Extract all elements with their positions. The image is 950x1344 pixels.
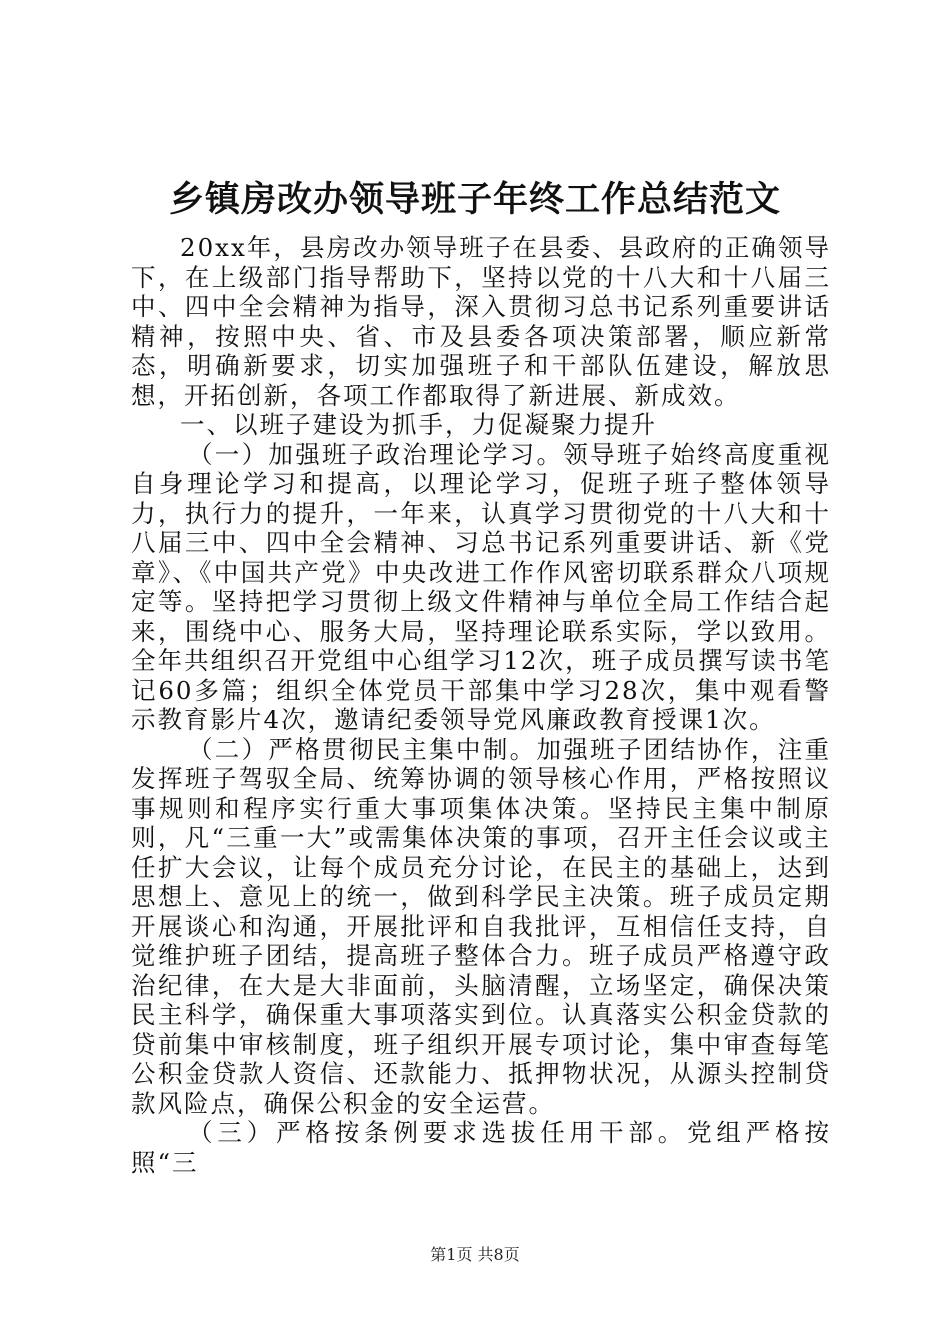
paragraph-item-3: （三）严格按条例要求选拔任用干部。党组严格按照“三 <box>131 1118 831 1177</box>
paragraph-item-1: （一）加强班子政治理论学习。领导班子始终高度重视自身理论学习和提高，以理论学习，促班子班子整体领导力，执行力的提升，一年来，认真学习贯彻党的十八大和十八届三中、四中全会精神、习总书记系列重要讲话、新《党章》、《中国共产党》中央改进工作作风密切联系群众八项规定等。坚持把学习贯彻上级文件精神与单位全局工作结合起来，围绕中心、服务大局，坚持理论联系实际，学以致用。全年共组织召开党组中心组学习12次，班子成员撰写读书笔记60多篇；组织全体党员干部集中学习28次，集中观看警示教育影片4次，邀请纪委领导党风廉政教育授课1次。 <box>131 439 831 734</box>
document-title: 乡镇房改办领导班子年终工作总结范文 <box>168 179 781 220</box>
paragraph-intro: 20xx年，县房改办领导班子在县委、县政府的正确领导下，在上级部门指导帮助下，坚持以党的十八大和十八届三中、四中全会精神为指导，深入贯彻习总书记系列重要讲话精神，按照中央、省、市及县委各项决策部署，顺应新常态，明确新要求，切实加强班子和干部队伍建设，解放思想，开拓创新，各项工作都取得了新进展、新成效。 <box>131 233 831 410</box>
paragraph-item-2: （二）严格贯彻民主集中制。加强班子团结协作，注重发挥班子驾驭全局、统筹协调的领导核心作用，严格按照议事规则和程序实行重大事项集体决策。坚持民主集中制原则，凡“三重一大”或需集体决策的事项，召开主任会议或主任扩大会议，让每个成员充分讨论，在民主的基础上，达到思想上、意见上的统一，做到科学民主决策。班子成员定期开展谈心和沟通，开展批评和自我批评，互相信任支持，自觉维护班子团结，提高班子整体合力。班子成员严格遵守政治纪律，在大是大非面前，头脑清醒，立场坚定，确保决策民主科学，确保重大事项落实到位。认真落实公积金贷款的贷前集中审核制度，班子组织开展专项讨论，集中审查每笔公积金贷款人资信、还款能力、抵押物状况，从源头控制贷款风险点，确保公积金的安全运营。 <box>131 734 831 1118</box>
document-body <box>131 233 831 1177</box>
section-heading-1: 一、以班子建设为抓手，力促凝聚力提升 <box>180 410 657 439</box>
page-footer: 第1页 共8页 <box>430 1245 520 1264</box>
